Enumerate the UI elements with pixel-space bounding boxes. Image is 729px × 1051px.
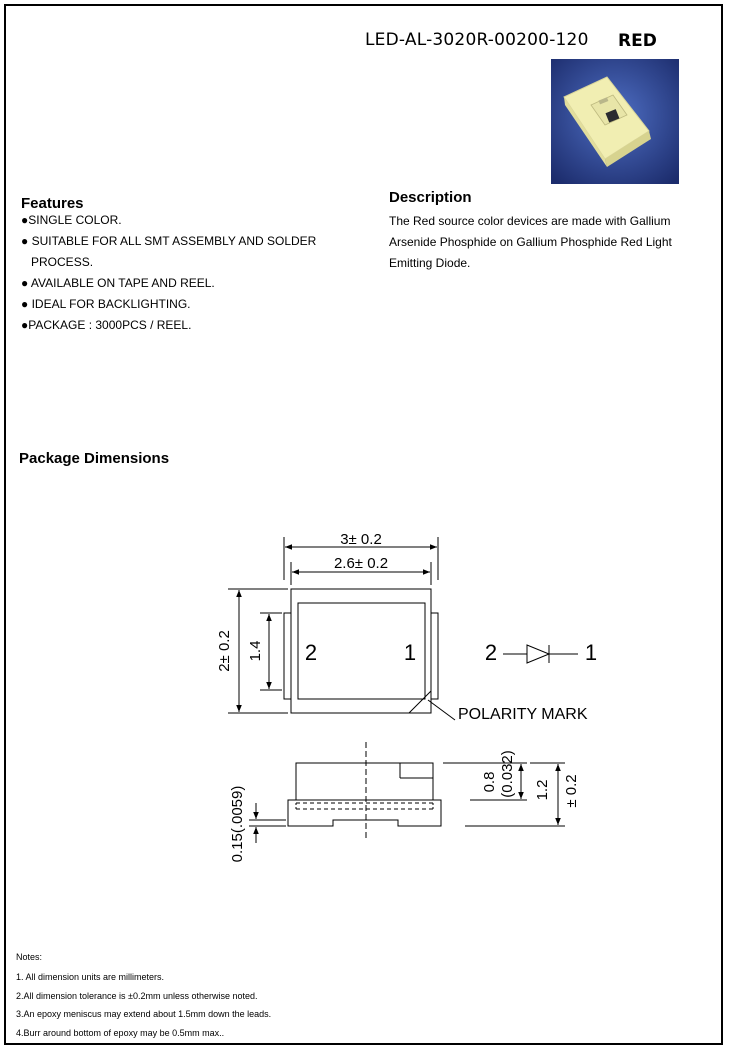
features-heading: Features <box>21 195 84 212</box>
side-epoxy <box>296 763 433 800</box>
polarity-mark-label: POLARITY MARK <box>458 706 588 723</box>
side-base <box>288 800 441 826</box>
total-height-tolerance-label: ± 0.2 <box>563 774 580 808</box>
note-item: 3.An epoxy meniscus may extend about 1.5mm down the leads. <box>16 1009 272 1019</box>
feature-item: ●SINGLE COLOR. <box>21 213 122 227</box>
symbol-cathode-label: 1 <box>584 640 598 665</box>
notes-list <box>16 968 271 1042</box>
part-number: LED-AL-3020R-00200-120 <box>365 30 589 50</box>
inner-height-label: 1.4 <box>247 640 264 662</box>
left-lead <box>284 613 291 699</box>
package-dimensions-heading: Package Dimensions <box>19 450 170 467</box>
polarity-notch <box>409 691 431 713</box>
pin-1-label: 1 <box>403 640 417 665</box>
color-label: RED <box>618 31 657 51</box>
pin-2-label: 2 <box>304 640 318 665</box>
right-lead <box>431 613 438 699</box>
feature-item: ● AVAILABLE ON TAPE AND REEL. <box>21 276 215 290</box>
overall-width-label: 3± 0.2 <box>340 531 382 548</box>
dome-height-inch-label: (0.032) <box>499 750 516 798</box>
dome-height-label: 0.8 <box>481 771 498 793</box>
note-item: 4.Burr around bottom of epoxy may be 0.5mm max.. <box>16 1027 225 1038</box>
feature-item: ●PACKAGE : 3000PCS / REEL. <box>21 318 192 332</box>
symbol-anode-label: 2 <box>484 640 498 665</box>
lead-thickness-label: 0.15(.0059) <box>229 785 246 863</box>
notes-heading: Notes: <box>16 952 43 962</box>
inner-width-label: 2.6± 0.2 <box>333 555 389 572</box>
total-height-label: 1.2 <box>534 779 551 801</box>
description-text: The Red source color devices are made with Gallium Arsenide Phosphide on Gallium Phosphide Red Light Emitting Diode. <box>389 214 672 270</box>
feature-item: ● SUITABLE FOR ALL SMT ASSEMBLY AND SOLDER PROCESS. <box>21 234 317 269</box>
note-item: 2.All dimension tolerance is ±0.2mm unless otherwise noted. <box>16 990 258 1001</box>
features-list <box>21 210 351 336</box>
led-product-photo <box>551 59 679 184</box>
description-heading: Description <box>389 189 472 206</box>
feature-item: ● IDEAL FOR BACKLIGHTING. <box>21 297 191 311</box>
overall-height-label: 2± 0.2 <box>216 630 233 672</box>
note-item: 1. All dimension units are millimeters. <box>16 972 165 982</box>
package-dimension-drawing <box>0 470 729 910</box>
